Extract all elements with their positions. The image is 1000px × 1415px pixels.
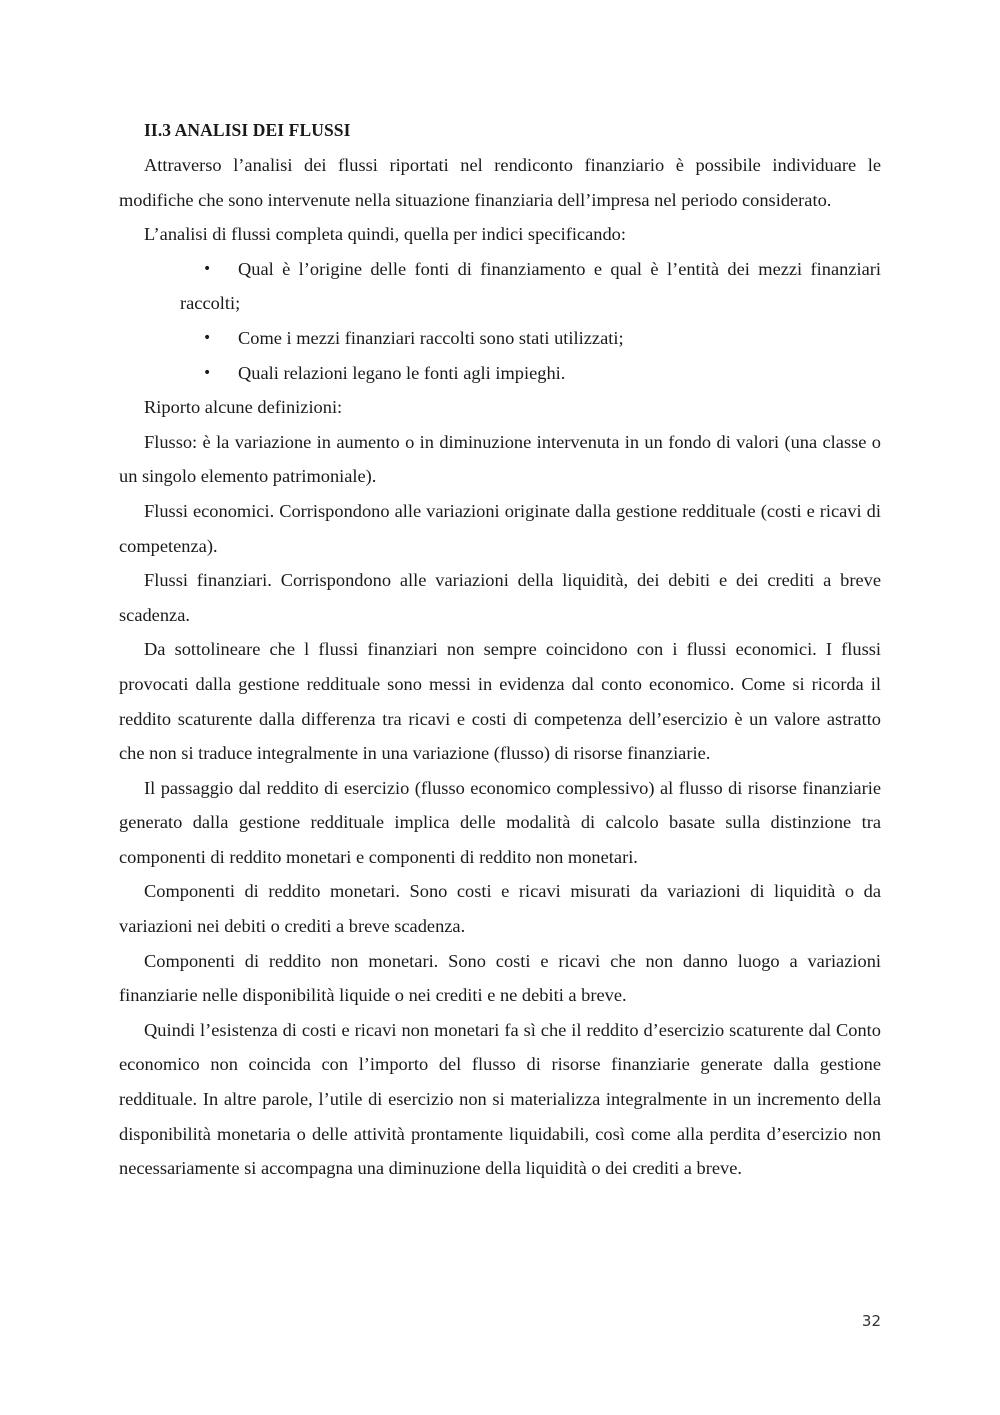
bullet-icon: •: [203, 260, 212, 277]
list-item-text: Come i mezzi finanziari raccolti sono stati utilizzati;: [238, 327, 624, 348]
section-title: II.3 ANALISI DEI FLUSSI: [144, 120, 351, 140]
paragraph-flusso: Flusso: è la variazione in aumento o in diminuzione intervenuta in un fondo di valori (una classe o un singolo elemento patrimoniale).: [119, 431, 881, 487]
list-item-text: Quali relazioni legano le fonti agli impieghi.: [238, 362, 566, 383]
list-item: [180, 321, 881, 356]
paragraph-definitions-intro: Riporto alcune definizioni:: [144, 397, 343, 418]
list-item: [180, 356, 881, 391]
list-item: [180, 252, 881, 321]
document-page: [119, 113, 881, 1186]
list-item-text: Qual è l’origine delle fonti di finanziamento e qual è l’entità dei mezzi finanziari raccolti;: [180, 258, 881, 314]
paragraph-passaggio: Il passaggio dal reddito di esercizio (flusso economico complessivo) al flusso di risorse finanziarie generato dalla gestione reddituale implica delle modalità di calcolo basate sulla distinzione tra componenti di reddito monetari e componenti di reddito non monetari.: [119, 777, 881, 867]
paragraph-flussi-economici: Flussi economici. Corrispondono alle variazioni originate dalla gestione reddituale (costi e ricavi di competenza).: [119, 500, 881, 556]
paragraph-intro: Attraverso l’analisi dei flussi riportati nel rendiconto finanziario è possibile individuare le modifiche che sono intervenute nella situazione finanziaria dell’impresa nel periodo considerato.: [119, 155, 881, 210]
paragraph-flussi-finanziari: Flussi finanziari. Corrispondono alle variazioni della liquidità, dei debiti e dei crediti a breve scadenza.: [119, 570, 881, 625]
bullet-icon: •: [203, 364, 212, 381]
paragraph-componenti-monetari: Componenti di reddito monetari. Sono costi e ricavi misurati da variazioni di liquidità o da variazioni nei debiti o crediti a breve scadenza.: [119, 881, 881, 937]
bullet-list: [119, 252, 881, 390]
bullet-icon: •: [203, 329, 212, 346]
page-number: 32: [861, 1312, 881, 1330]
paragraph-sottolineare: Da sottolineare che l flussi finanziari non sempre coincidono con i flussi economici. I flussi provocati dalla gestione reddituale sono messi in evidenza dal conto economico. Come si ricorda il reddito scaturente dalla differenza tra ricavi e costi di competenza dell’esercizio è un valore astratto che non si traduce integralmente in una variazione (flusso) di risorse finanziarie.: [119, 639, 881, 764]
paragraph-conclusione: Quindi l’esistenza di costi e ricavi non monetari fa sì che il reddito d’esercizio scaturente dal Conto economico non coincida con l’importo del flusso di risorse finanziarie generate dalla gestione reddituale. In altre parole, l’utile di esercizio non si materializza integralmente in un incremento della disponibilità monetaria o delle attività prontamente liquidabili, così come alla perdita d’esercizio non necessariamente si accompagna una diminuzione della liquidità o dei crediti a breve.: [119, 1019, 881, 1179]
paragraph-analysis-list-intro: L’analisi di flussi completa quindi, quella per indici specificando:: [144, 224, 626, 245]
paragraph-componenti-non-monetari: Componenti di reddito non monetari. Sono costi e ricavi che non danno luogo a variazioni finanziarie nelle disponibilità liquide o nei crediti e ne debiti a breve.: [119, 950, 881, 1006]
